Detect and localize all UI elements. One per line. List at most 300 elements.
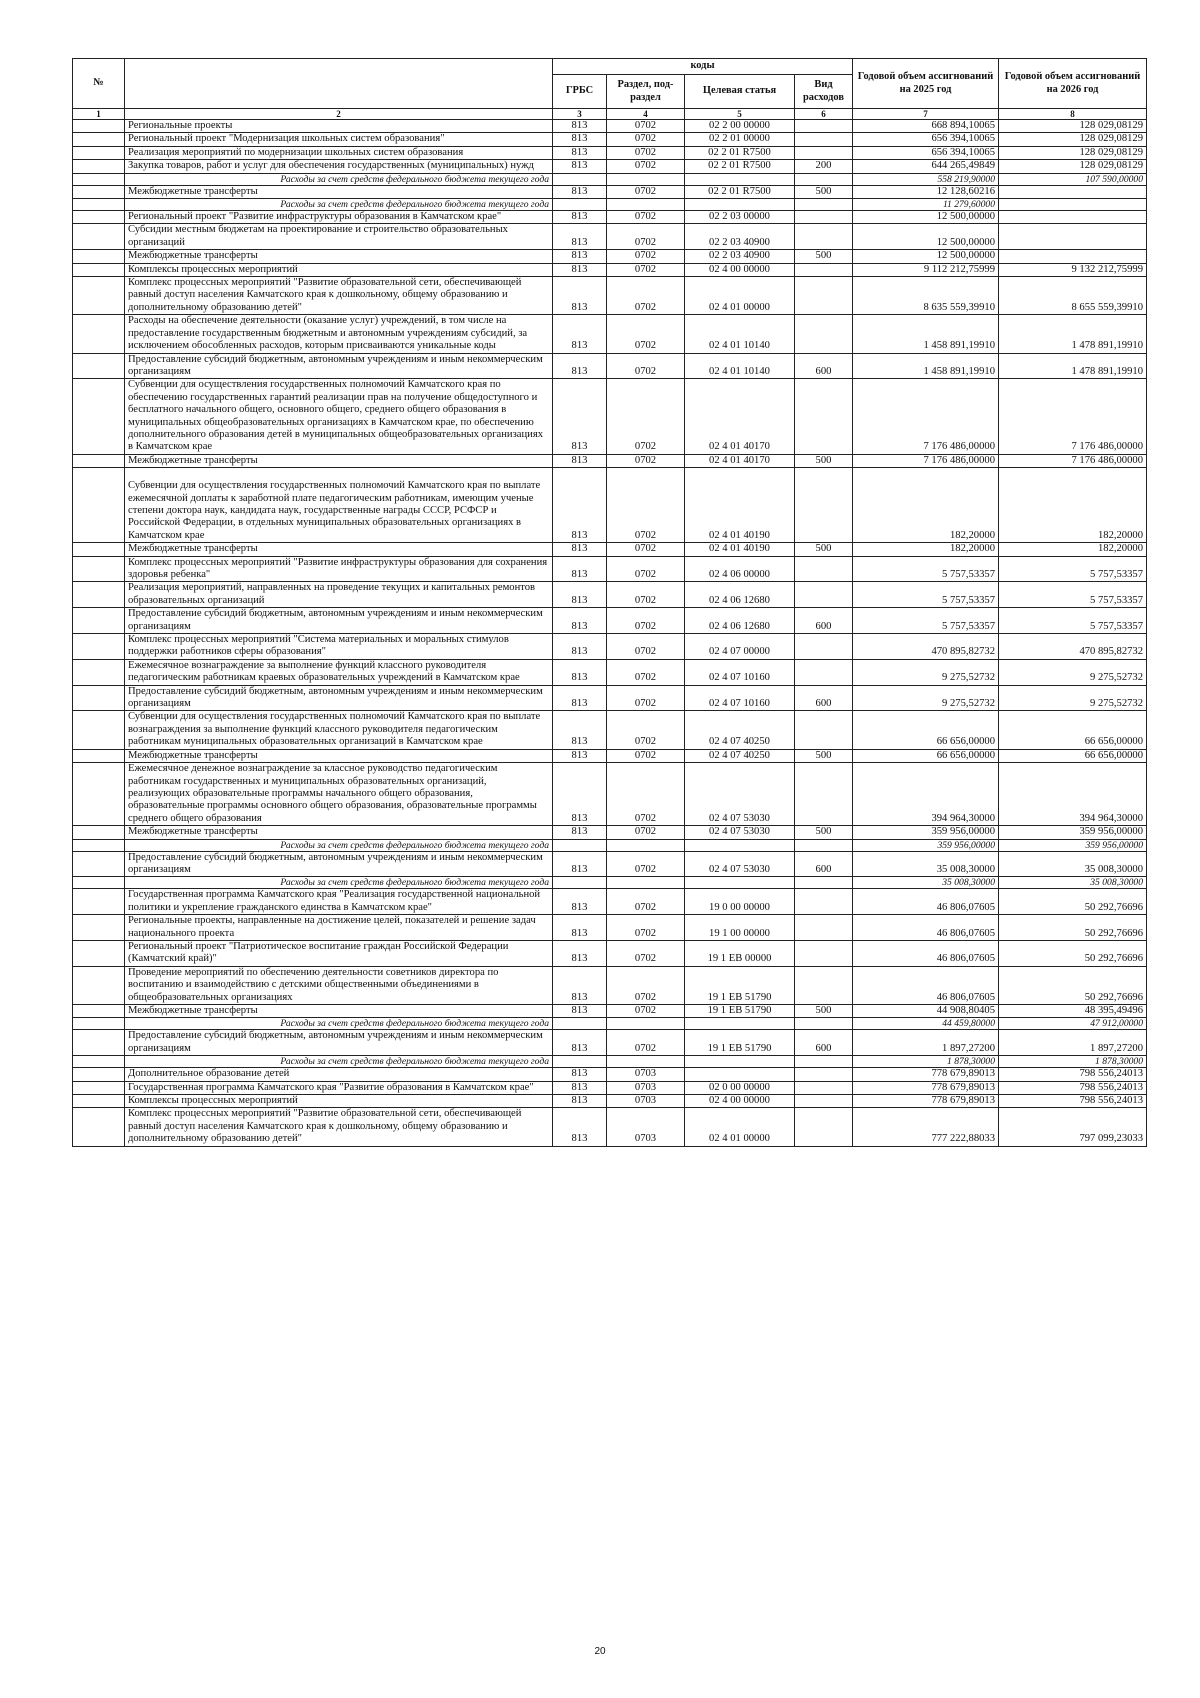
table-subrow [73,1056,1147,1068]
row-kind [795,315,853,353]
row-amount-2026: 128 029,08129 [999,146,1147,159]
row-amount-2026: 182,20000 [999,543,1147,556]
row-amount-2026: 5 757,53357 [999,582,1147,608]
header-grbs: ГРБС [553,75,607,109]
row-name: Ежемесячное денежное вознаграждение за классное руководство педагогическим работникам государственных и муниципальных образовательных организаций, реализующих образовательные программы начального общего образования, образовательные программы основного общего образования, образовательные программы среднего общего образования [125,763,553,826]
row-name: Межбюджетные трансферты [125,543,553,556]
row-amount-2026: 107 590,00000 [999,173,1147,185]
row-grbs: 813 [553,146,607,159]
row-section: 0702 [607,185,685,198]
row-number [73,133,125,146]
row-kind [795,659,853,685]
row-amount-2025: 394 964,30000 [853,763,999,826]
row-amount-2026: 35 008,30000 [999,877,1147,889]
row-amount-2025: 7 176 486,00000 [853,379,999,454]
row-amount-2026: 1 878,30000 [999,1056,1147,1068]
row-amount-2026 [999,211,1147,224]
row-section: 0702 [607,749,685,762]
table-row [73,582,1147,608]
column-numbers-row [73,109,1147,120]
row-target: 02 2 01 00000 [685,133,795,146]
row-number [73,173,125,185]
row-grbs: 813 [553,634,607,660]
row-number [73,146,125,159]
row-amount-2025: 12 500,00000 [853,211,999,224]
row-amount-2026: 35 008,30000 [999,851,1147,877]
row-name: Комплексы процессных мероприятий [125,1095,553,1108]
table-row [73,915,1147,941]
row-kind [795,1095,853,1108]
row-number [73,634,125,660]
row-grbs: 813 [553,940,607,966]
row-grbs: 813 [553,1068,607,1081]
header-codes: коды [553,59,853,75]
row-section: 0702 [607,634,685,660]
row-grbs [553,1056,607,1068]
row-amount-2025: 182,20000 [853,468,999,543]
header-kind: Вид расходов [795,75,853,109]
row-name: Проведение мероприятий по обеспечению деятельности советников директора по воспитанию и взаимодействию с детскими общественными объединениями в общеобразовательных организациях [125,966,553,1004]
table-row [73,277,1147,315]
row-amount-2025: 7 176 486,00000 [853,454,999,467]
row-amount-2025: 470 895,82732 [853,634,999,660]
row-section: 0702 [607,608,685,634]
row-kind [795,133,853,146]
row-number [73,263,125,276]
row-amount-2025: 9 275,52732 [853,685,999,711]
row-number [73,199,125,211]
row-name: Комплекс процессных мероприятий "Развитие образовательной сети, обеспечивающей равный доступ населения Камчатского края к дошкольному, общему образованию и дополнительному образованию детей" [125,1108,553,1146]
row-amount-2026: 798 556,24013 [999,1068,1147,1081]
row-name: Субсидии местным бюджетам на проектирование и строительство образовательных организаций [125,224,553,250]
table-row [73,851,1147,877]
row-name: Ежемесячное вознаграждение за выполнение функций классного руководителя педагогическим работникам краевых образовательных учреждений в Камчатском крае [125,659,553,685]
row-section: 0702 [607,211,685,224]
page-number: 20 [594,1646,606,1657]
row-kind [795,889,853,915]
row-section [607,877,685,889]
row-grbs: 813 [553,608,607,634]
row-grbs: 813 [553,582,607,608]
budget-table [72,58,1147,1147]
row-grbs: 813 [553,966,607,1004]
header-name [125,59,553,109]
row-grbs: 813 [553,315,607,353]
table-header [73,59,1147,120]
row-grbs: 813 [553,556,607,582]
row-grbs: 813 [553,185,607,198]
row-target: 02 4 07 00000 [685,634,795,660]
row-grbs: 813 [553,889,607,915]
row-target: 02 4 01 40170 [685,454,795,467]
row-number [73,889,125,915]
colnum: 3 [553,109,607,120]
table-row [73,711,1147,749]
row-section: 0702 [607,940,685,966]
row-kind [795,1068,853,1081]
row-kind: 200 [795,160,853,173]
row-amount-2025: 44 459,80000 [853,1018,999,1030]
row-amount-2026: 798 556,24013 [999,1095,1147,1108]
table-body [73,120,1147,1147]
row-kind: 500 [795,749,853,762]
table-row [73,353,1147,379]
row-grbs: 813 [553,1108,607,1146]
table-row [73,454,1147,467]
row-name: Межбюджетные трансферты [125,454,553,467]
row-number [73,224,125,250]
table-row [73,1005,1147,1018]
colnum: 1 [73,109,125,120]
row-kind [795,263,853,276]
row-amount-2026: 1 478 891,19910 [999,353,1147,379]
table-row [73,133,1147,146]
row-grbs: 813 [553,1081,607,1094]
row-kind [795,1108,853,1146]
budget-table-sheet [72,58,1146,1147]
row-amount-2025: 46 806,07605 [853,940,999,966]
row-name: Комплекс процессных мероприятий "Развитие инфраструктуры образования для сохранения здоровья ребенка" [125,556,553,582]
row-number [73,839,125,851]
row-amount-2026: 394 964,30000 [999,763,1147,826]
row-amount-2025: 778 679,89013 [853,1095,999,1108]
row-amount-2026 [999,224,1147,250]
row-section [607,173,685,185]
row-amount-2025: 182,20000 [853,543,999,556]
row-kind [795,1081,853,1094]
row-target: 02 4 00 00000 [685,263,795,276]
row-section: 0702 [607,659,685,685]
table-row [73,940,1147,966]
table-row [73,763,1147,826]
row-amount-2025: 46 806,07605 [853,966,999,1004]
row-amount-2025: 66 656,00000 [853,749,999,762]
row-name: Расходы за счет средств федерального бюджета текущего года [125,173,553,185]
row-section: 0702 [607,543,685,556]
row-amount-2025: 9 112 212,75999 [853,263,999,276]
row-target: 19 1 ЕВ 51790 [685,1030,795,1056]
row-section: 0702 [607,315,685,353]
row-kind [795,915,853,941]
row-kind [795,468,853,543]
row-section [607,199,685,211]
row-amount-2025: 5 757,53357 [853,556,999,582]
row-amount-2025: 1 878,30000 [853,1056,999,1068]
row-target: 19 1 ЕВ 00000 [685,940,795,966]
table-row [73,543,1147,556]
row-grbs [553,199,607,211]
row-grbs: 813 [553,543,607,556]
row-number [73,211,125,224]
row-grbs: 813 [553,1005,607,1018]
row-kind: 600 [795,851,853,877]
row-target: 02 2 01 R7500 [685,185,795,198]
row-amount-2026: 128 029,08129 [999,133,1147,146]
row-grbs: 813 [553,915,607,941]
row-amount-2026: 1 897,27200 [999,1030,1147,1056]
row-amount-2025: 359 956,00000 [853,839,999,851]
row-section [607,1018,685,1030]
row-amount-2025: 778 679,89013 [853,1081,999,1094]
row-amount-2026: 9 275,52732 [999,659,1147,685]
table-subrow [73,1018,1147,1030]
row-target [685,1018,795,1030]
row-name: Межбюджетные трансферты [125,250,553,263]
row-amount-2026: 48 395,49496 [999,1005,1147,1018]
row-number [73,851,125,877]
row-kind [795,120,853,133]
row-target: 02 4 00 00000 [685,1095,795,1108]
row-amount-2025: 1 458 891,19910 [853,353,999,379]
row-name: Комплекс процессных мероприятий "Система материальных и моральных стимулов поддержки работников сферы образования" [125,634,553,660]
row-target: 02 4 01 40190 [685,543,795,556]
row-name: Закупка товаров, работ и услуг для обеспечения государственных (муниципальных) нужд [125,160,553,173]
row-grbs: 813 [553,1095,607,1108]
row-target: 02 4 01 10140 [685,353,795,379]
row-kind: 500 [795,1005,853,1018]
row-name: Расходы за счет средств федерального бюджета текущего года [125,1018,553,1030]
row-target: 02 2 00 00000 [685,120,795,133]
row-kind: 500 [795,250,853,263]
table-subrow [73,199,1147,211]
row-amount-2025: 66 656,00000 [853,711,999,749]
row-target: 02 4 06 12680 [685,608,795,634]
row-target: 02 4 01 40170 [685,379,795,454]
row-number [73,582,125,608]
row-target: 02 4 07 40250 [685,711,795,749]
row-target [685,199,795,211]
row-number [73,1018,125,1030]
row-target: 19 1 ЕВ 51790 [685,966,795,1004]
row-section: 0702 [607,711,685,749]
row-section: 0702 [607,454,685,467]
row-name: Региональный проект "Патриотическое воспитание граждан Российской Федерации (Камчатский край)" [125,940,553,966]
row-number [73,877,125,889]
table-row [73,185,1147,198]
table-subrow [73,173,1147,185]
row-amount-2026: 9 275,52732 [999,685,1147,711]
row-section: 0702 [607,160,685,173]
row-section: 0702 [607,277,685,315]
header-target: Целевая статья [685,75,795,109]
row-amount-2026: 50 292,76696 [999,966,1147,1004]
table-row [73,1030,1147,1056]
row-kind: 500 [795,185,853,198]
row-amount-2026: 128 029,08129 [999,160,1147,173]
row-kind [795,839,853,851]
table-row [73,634,1147,660]
row-amount-2026: 66 656,00000 [999,711,1147,749]
row-kind [795,582,853,608]
row-kind [795,556,853,582]
row-name: Расходы за счет средств федерального бюджета текущего года [125,199,553,211]
row-number [73,1108,125,1146]
colnum: 7 [853,109,999,120]
table-row [73,120,1147,133]
row-amount-2025: 1 458 891,19910 [853,315,999,353]
row-name: Межбюджетные трансферты [125,826,553,839]
colnum: 4 [607,109,685,120]
row-name: Реализация мероприятий, направленных на проведение текущих и капитальных ремонтов образовательных организаций [125,582,553,608]
table-row [73,160,1147,173]
row-amount-2025: 777 222,88033 [853,1108,999,1146]
row-name: Дополнительное образование детей [125,1068,553,1081]
row-kind [795,940,853,966]
row-target: 02 2 03 00000 [685,211,795,224]
row-kind [795,277,853,315]
row-grbs [553,173,607,185]
row-grbs: 813 [553,379,607,454]
row-name: Предоставление субсидий бюджетным, автономным учреждениям и иным некоммерческим организациям [125,685,553,711]
row-number [73,608,125,634]
row-section: 0702 [607,1005,685,1018]
row-kind [795,146,853,159]
table-row [73,749,1147,762]
row-number [73,250,125,263]
row-number [73,915,125,941]
row-name: Государственная программа Камчатского края "Развитие образования в Камчатском крае" [125,1081,553,1094]
row-kind [795,1018,853,1030]
row-grbs: 813 [553,133,607,146]
row-amount-2026: 7 176 486,00000 [999,379,1147,454]
row-number [73,454,125,467]
table-row [73,966,1147,1004]
row-section: 0703 [607,1095,685,1108]
table-row [73,250,1147,263]
row-section: 0703 [607,1081,685,1094]
row-kind [795,199,853,211]
row-number [73,277,125,315]
header-section: Раздел, под-раздел [607,75,685,109]
row-amount-2025: 656 394,10065 [853,146,999,159]
table-row [73,379,1147,454]
row-grbs: 813 [553,160,607,173]
row-kind [795,211,853,224]
row-amount-2025: 46 806,07605 [853,915,999,941]
table-row [73,1108,1147,1146]
row-kind: 500 [795,454,853,467]
colnum: 5 [685,109,795,120]
row-number [73,826,125,839]
table-row [73,211,1147,224]
row-kind [795,877,853,889]
row-amount-2026: 66 656,00000 [999,749,1147,762]
row-grbs: 813 [553,263,607,276]
row-name: Региональные проекты, направленные на достижение целей, показателей и решение задач национального проекта [125,915,553,941]
row-grbs: 813 [553,851,607,877]
row-name: Реализация мероприятий по модернизации школьных систем образования [125,146,553,159]
table-row [73,263,1147,276]
row-amount-2026: 47 912,00000 [999,1018,1147,1030]
row-name: Межбюджетные трансферты [125,1005,553,1018]
row-target: 19 1 00 00000 [685,915,795,941]
row-amount-2026: 8 655 559,39910 [999,277,1147,315]
row-number [73,685,125,711]
row-section: 0702 [607,120,685,133]
row-amount-2026 [999,199,1147,211]
row-name: Субвенции для осуществления государственных полномочий Камчатского края по выплате ежемесячной доплаты к заработной плате педагогическим работникам, имеющим ученые степени доктора наук, кандидата наук, государственные награды СССР, РСФСР и Российской Федерации, в отдельных муниципальных образовательных организациях в Камчатском крае [125,468,553,543]
row-section [607,1056,685,1068]
row-section: 0702 [607,915,685,941]
row-kind: 600 [795,608,853,634]
row-target: 02 4 06 12680 [685,582,795,608]
table-row [73,685,1147,711]
row-amount-2025: 5 757,53357 [853,608,999,634]
row-target: 02 4 01 40190 [685,468,795,543]
row-grbs [553,1018,607,1030]
row-number [73,1081,125,1094]
row-amount-2025: 9 275,52732 [853,659,999,685]
row-grbs: 813 [553,1030,607,1056]
row-name: Расходы за счет средств федерального бюджета текущего года [125,1056,553,1068]
colnum: 8 [999,109,1147,120]
row-target: 19 0 00 00000 [685,889,795,915]
row-grbs: 813 [553,353,607,379]
row-amount-2025: 778 679,89013 [853,1068,999,1081]
row-kind [795,173,853,185]
row-target: 02 2 03 40900 [685,250,795,263]
row-name: Расходы за счет средств федерального бюджета текущего года [125,839,553,851]
row-grbs: 813 [553,749,607,762]
table-row [73,315,1147,353]
row-number [73,379,125,454]
row-number [73,1056,125,1068]
table-row [73,608,1147,634]
row-amount-2025: 558 219,90000 [853,173,999,185]
row-target: 02 2 01 R7500 [685,160,795,173]
row-amount-2026: 9 132 212,75999 [999,263,1147,276]
row-number [73,1068,125,1081]
row-number [73,353,125,379]
row-section: 0702 [607,851,685,877]
row-target: 02 4 07 53030 [685,851,795,877]
row-target: 02 4 01 00000 [685,277,795,315]
row-grbs: 813 [553,659,607,685]
row-section: 0702 [607,556,685,582]
row-name: Расходы на обеспечение деятельности (оказание услуг) учреждений, в том числе на предоставление государственным бюджетным и автономным учреждениям субсидий, за исключением обособленных расходов, которым присваиваются уникальные коды [125,315,553,353]
table-row [73,826,1147,839]
row-target: 02 4 07 10160 [685,685,795,711]
table-row [73,146,1147,159]
row-grbs: 813 [553,826,607,839]
colnum: 2 [125,109,553,120]
row-grbs: 813 [553,763,607,826]
row-amount-2026: 359 956,00000 [999,839,1147,851]
table-subrow [73,839,1147,851]
row-amount-2026: 470 895,82732 [999,634,1147,660]
row-section: 0702 [607,1030,685,1056]
row-name: Региональные проекты [125,120,553,133]
row-name: Комплекс процессных мероприятий "Развитие образовательной сети, обеспечивающей равный доступ населения Камчатского края к дошкольному, общему образованию и дополнительному образованию детей" [125,277,553,315]
row-section: 0702 [607,224,685,250]
row-section: 0702 [607,250,685,263]
table-row [73,556,1147,582]
row-number [73,749,125,762]
table-row [73,889,1147,915]
row-number [73,160,125,173]
row-kind: 500 [795,543,853,556]
row-section: 0702 [607,826,685,839]
row-amount-2026: 359 956,00000 [999,826,1147,839]
row-target: 02 4 07 53030 [685,763,795,826]
header-2025: Годовой объем ассигнований на 2025 год [853,59,999,109]
table-row [73,1095,1147,1108]
row-section: 0702 [607,468,685,543]
row-grbs: 813 [553,711,607,749]
row-number [73,1095,125,1108]
row-section: 0702 [607,379,685,454]
row-section [607,839,685,851]
